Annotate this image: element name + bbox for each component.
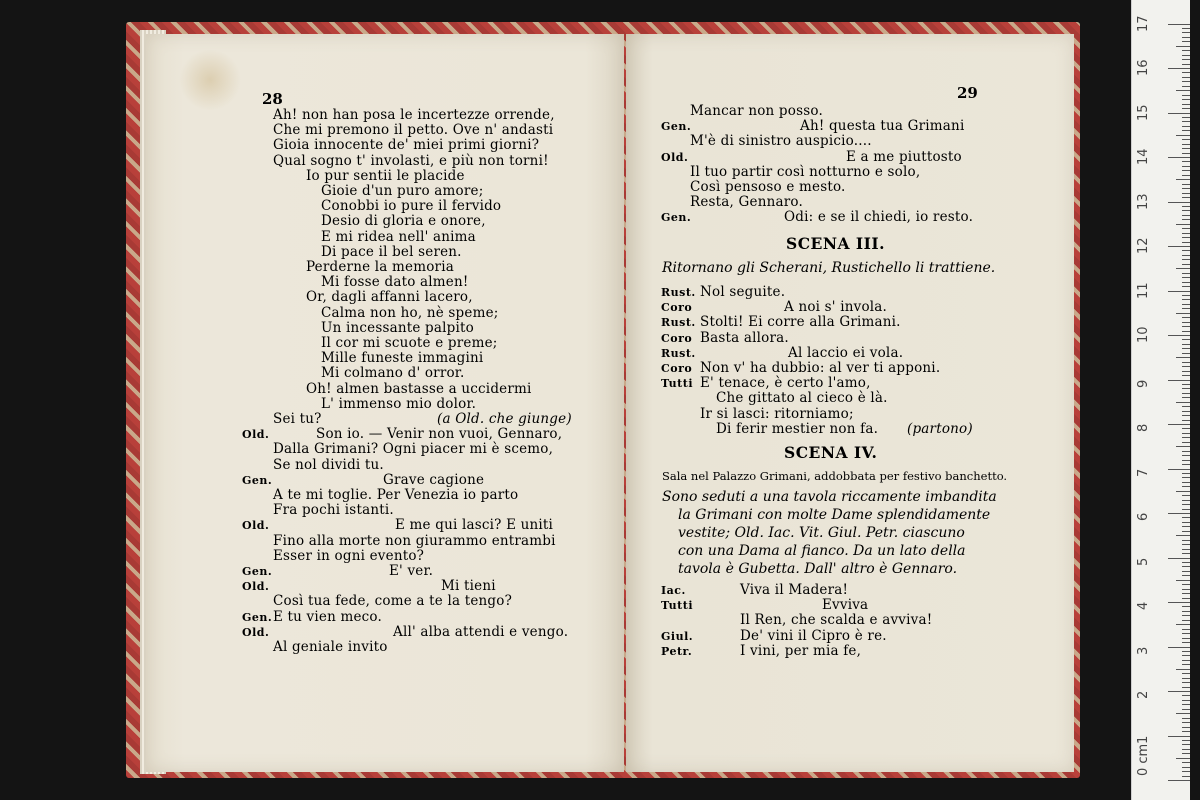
ruler-tick xyxy=(1182,629,1190,630)
ruler-tick xyxy=(1182,282,1190,283)
ruler-tick xyxy=(1182,415,1190,416)
ruler-tick xyxy=(1176,491,1190,492)
ruler-tick xyxy=(1182,700,1190,701)
ruler-tick xyxy=(1182,104,1190,105)
measuring-ruler xyxy=(1131,0,1190,800)
ruler-tick xyxy=(1168,469,1190,470)
speaker-label: Tutti xyxy=(661,599,694,613)
ruler-tick xyxy=(1168,780,1190,781)
ruler-tick xyxy=(1168,335,1190,336)
ruler-tick xyxy=(1182,277,1190,278)
ruler-tick xyxy=(1182,740,1190,741)
ruler-tick xyxy=(1176,713,1190,714)
verse-line: E' ver. xyxy=(389,563,434,579)
verse-line: Stolti! Ei corre alla Grimani. xyxy=(700,314,901,331)
verse-line: E mi ridea nell' anima xyxy=(321,228,476,245)
ruler-tick xyxy=(1182,655,1190,656)
ruler-tick xyxy=(1182,126,1190,127)
speaker-label: Old. xyxy=(242,625,270,639)
ruler-tick xyxy=(1182,509,1190,510)
ruler-tick xyxy=(1168,424,1190,425)
verse-line: Conobbi io pure il fervido xyxy=(321,198,502,215)
ruler-tick xyxy=(1182,633,1190,634)
ruler-tick xyxy=(1182,771,1190,772)
ruler-tick xyxy=(1182,406,1190,407)
ruler-tick xyxy=(1182,526,1190,527)
ruler-tick xyxy=(1176,758,1190,759)
ruler-tick xyxy=(1182,767,1190,768)
ruler-tick xyxy=(1182,348,1190,349)
verse-line: Nol seguite. xyxy=(700,284,786,300)
ruler-tick xyxy=(1182,673,1190,674)
verse-line: Evviva xyxy=(822,597,869,614)
ruler-tick xyxy=(1182,32,1190,33)
ruler-tick xyxy=(1168,380,1190,381)
ruler-tick xyxy=(1182,477,1190,478)
ruler-label: 5 xyxy=(1136,557,1151,566)
verse-line: Il tuo partir così notturno e solo, xyxy=(690,163,921,180)
ruler-tick xyxy=(1182,753,1190,754)
ruler-tick xyxy=(1182,250,1190,251)
ruler-tick xyxy=(1182,687,1190,688)
direction-line: vestite; Old. Iac. Vit. Giul. Petr. ciascuno xyxy=(678,525,965,541)
ruler-tick xyxy=(1182,388,1190,389)
ruler-tick xyxy=(1182,308,1190,309)
ruler-tick xyxy=(1182,59,1190,60)
verse-line: E a me piuttosto xyxy=(846,148,962,165)
ruler-tick xyxy=(1176,446,1190,447)
verse-line: Mancar non posso. xyxy=(690,103,823,119)
ruler-tick xyxy=(1182,651,1190,652)
ruler-tick xyxy=(1176,402,1190,403)
ruler-tick xyxy=(1182,95,1190,96)
ruler-tick xyxy=(1182,139,1190,140)
ruler-tick xyxy=(1182,678,1190,679)
verse-line: A te mi toglie. Per Venezia io parto xyxy=(273,487,519,503)
ruler-tick xyxy=(1182,299,1190,300)
ruler-tick xyxy=(1182,371,1190,372)
right-page-number: 29 xyxy=(957,84,978,102)
verse-line: Che mi premono il petto. Ove n' andasti xyxy=(273,122,554,139)
verse-line: E tu vien meco. xyxy=(273,608,383,625)
ruler-tick xyxy=(1182,184,1190,185)
ruler-tick xyxy=(1182,722,1190,723)
ruler-tick xyxy=(1182,81,1190,82)
ruler-tick xyxy=(1182,486,1190,487)
ruler-tick xyxy=(1182,744,1190,745)
verse-line: M'è di sinistro auspicio.... xyxy=(690,133,872,150)
ruler-tick xyxy=(1182,566,1190,567)
ruler-tick xyxy=(1182,99,1190,100)
ruler-tick xyxy=(1182,731,1190,732)
scene-4-title: SCENA IV. xyxy=(784,443,878,462)
ruler-tick xyxy=(1182,749,1190,750)
ruler-label: 7 xyxy=(1136,468,1151,477)
speaker-label: Old. xyxy=(242,580,270,594)
verse-line: E' tenace, è certo l'amo, xyxy=(700,375,871,392)
ruler-tick xyxy=(1182,495,1190,496)
ruler-tick xyxy=(1182,353,1190,354)
verse-line: L' immenso mio dolor. xyxy=(321,395,477,412)
speaker-label: Iac. xyxy=(661,584,686,597)
ruler-tick xyxy=(1182,55,1190,56)
ruler-tick xyxy=(1182,37,1190,38)
ruler-tick xyxy=(1168,113,1190,114)
ruler-tick xyxy=(1182,344,1190,345)
ruler-tick xyxy=(1182,237,1190,238)
ruler-tick xyxy=(1182,326,1190,327)
ruler-tick xyxy=(1182,420,1190,421)
verse-line: Non v' ha dubbio: al ver ti apponi. xyxy=(700,360,941,376)
ruler-tick xyxy=(1168,202,1190,203)
ruler-tick xyxy=(1182,121,1190,122)
ruler-tick xyxy=(1168,513,1190,514)
ruler-tick xyxy=(1168,647,1190,648)
ruler-tick xyxy=(1182,304,1190,305)
ruler-tick xyxy=(1182,77,1190,78)
verse-line: Resta, Gennaro. xyxy=(690,194,803,211)
speaker-label: Rust. xyxy=(661,346,696,360)
ruler-tick xyxy=(1182,384,1190,385)
ruler-tick xyxy=(1182,620,1190,621)
verse-line: Sei tu? xyxy=(273,411,322,427)
ruler-tick xyxy=(1182,41,1190,42)
verse-line: Al geniale invito xyxy=(273,639,388,655)
direction-line: con una Dama al fianco. Da un lato della xyxy=(678,543,966,559)
ruler-label: 0 cm xyxy=(1136,743,1151,776)
ruler-tick xyxy=(1182,144,1190,145)
ruler-tick xyxy=(1182,130,1190,131)
ruler-label: 4 xyxy=(1136,601,1151,610)
speaker-label: Coro xyxy=(661,331,693,345)
ruler-tick xyxy=(1168,558,1190,559)
ruler-label: 17 xyxy=(1136,14,1151,32)
ruler-tick xyxy=(1182,531,1190,532)
verse-line: Mi tieni xyxy=(441,578,496,595)
speaker-label: Rust. xyxy=(661,316,696,330)
verse-line: Gioia innocente de' miei primi giorni? xyxy=(273,137,540,154)
verse-line: Io pur sentii le placide xyxy=(306,167,465,184)
ruler-tick xyxy=(1182,148,1190,149)
ruler-tick xyxy=(1182,482,1190,483)
ruler-tick xyxy=(1182,362,1190,363)
verse-line: Di pace il bel seren. xyxy=(321,243,462,260)
ruler-tick xyxy=(1176,135,1190,136)
ruler-tick xyxy=(1182,50,1190,51)
ruler-tick xyxy=(1182,339,1190,340)
ruler-tick xyxy=(1182,615,1190,616)
ruler-tick xyxy=(1168,246,1190,247)
verse-line: Un incessante palpito xyxy=(321,319,474,336)
ruler-tick xyxy=(1176,580,1190,581)
ruler-tick xyxy=(1182,331,1190,332)
ruler-label: 15 xyxy=(1136,103,1151,121)
verse-line: Il cor mi scuote e preme; xyxy=(321,335,498,351)
speaker-label: Gen. xyxy=(661,211,692,225)
ruler-tick xyxy=(1176,90,1190,91)
ruler-tick xyxy=(1182,549,1190,550)
ruler-tick xyxy=(1182,727,1190,728)
ruler-tick xyxy=(1182,322,1190,323)
speaker-label: Tutti xyxy=(661,377,694,391)
verse-line: Oh! almen bastasse a uccidermi xyxy=(306,380,532,397)
verse-line: Fino alla morte non giurammo entrambi xyxy=(273,532,556,549)
ruler-label: 16 xyxy=(1136,59,1151,76)
verse-line: Mi fosse dato almen! xyxy=(321,274,469,291)
ruler-tick xyxy=(1182,193,1190,194)
ruler-tick xyxy=(1182,242,1190,243)
ruler-tick xyxy=(1182,660,1190,661)
verse-line: Dalla Grimani? Ogni piacer mi è scemo, xyxy=(273,441,554,458)
ruler-tick xyxy=(1182,517,1190,518)
ruler-tick xyxy=(1182,317,1190,318)
verse-line: Or, dagli affanni lacero, xyxy=(306,289,473,306)
ruler-tick xyxy=(1182,664,1190,665)
ruler-tick xyxy=(1168,68,1190,69)
verse-line: Grave cagione xyxy=(383,471,485,488)
ruler-tick xyxy=(1182,215,1190,216)
speaker-label: Giul. xyxy=(661,629,694,643)
ruler-tick xyxy=(1182,571,1190,572)
speaker-label: Coro xyxy=(661,362,693,375)
ruler-tick xyxy=(1182,776,1190,777)
ruler-tick xyxy=(1182,553,1190,554)
ruler-tick xyxy=(1182,259,1190,260)
ruler-tick xyxy=(1176,669,1190,670)
ruler-tick xyxy=(1182,704,1190,705)
ruler-label: 1 xyxy=(1136,735,1151,744)
ruler-tick xyxy=(1176,46,1190,47)
speaker-label: Old. xyxy=(242,519,270,533)
ruler-tick xyxy=(1182,575,1190,576)
verse-line: Desio di gloria e onore, xyxy=(321,213,486,230)
ruler-tick xyxy=(1182,762,1190,763)
ruler-tick xyxy=(1182,460,1190,461)
direction-line: Sono seduti a una tavola riccamente imbandita xyxy=(662,489,997,505)
ruler-tick xyxy=(1182,206,1190,207)
ruler-tick xyxy=(1182,366,1190,367)
stage-direction: (partono) xyxy=(907,420,973,437)
speaker-label: Old. xyxy=(242,428,270,442)
ruler-tick xyxy=(1182,295,1190,296)
stage-direction: (a Old. che giunge) xyxy=(437,411,572,427)
verse-line: Calma non ho, nè speme; xyxy=(321,304,499,321)
ruler-label: 11 xyxy=(1136,281,1151,299)
ruler-tick xyxy=(1176,179,1190,180)
ruler-label: 13 xyxy=(1136,192,1151,210)
verse-line: Mi colmano d' orror. xyxy=(321,365,465,382)
ruler-tick xyxy=(1168,157,1190,158)
speaker-label: Petr. xyxy=(661,644,693,658)
ruler-tick xyxy=(1182,219,1190,220)
verse-line: De' vini il Cipro è re. xyxy=(740,627,887,644)
verse-line: Ah! questa tua Grimani xyxy=(800,118,965,135)
ruler-tick xyxy=(1182,606,1190,607)
ruler-tick xyxy=(1182,117,1190,118)
verse-line: Al laccio ei vola. xyxy=(788,344,904,361)
ruler-label: 9 xyxy=(1136,379,1151,388)
ruler-tick xyxy=(1182,411,1190,412)
ruler-tick xyxy=(1182,170,1190,171)
verse-line: Mille funeste immagini xyxy=(321,350,484,367)
ruler-tick xyxy=(1182,611,1190,612)
speaker-label: Old. xyxy=(661,150,689,164)
ruler-tick xyxy=(1168,24,1190,25)
ruler-tick xyxy=(1176,535,1190,536)
verse-line: E me qui lasci? E uniti xyxy=(395,517,554,534)
verse-line: I vini, per mia fe, xyxy=(740,642,862,659)
ruler-tick xyxy=(1182,442,1190,443)
ruler-tick xyxy=(1182,562,1190,563)
verse-line: A noi s' invola. xyxy=(784,299,888,316)
ruler-tick xyxy=(1182,638,1190,639)
ruler-tick xyxy=(1182,197,1190,198)
ruler-tick xyxy=(1182,589,1190,590)
ruler-tick xyxy=(1168,602,1190,603)
ruler-tick xyxy=(1182,166,1190,167)
ruler-tick xyxy=(1182,437,1190,438)
ruler-tick xyxy=(1182,642,1190,643)
speaker-label: Rust. xyxy=(661,286,696,299)
ruler-tick xyxy=(1182,393,1190,394)
ruler-tick xyxy=(1182,375,1190,376)
verse-line: Il Ren, che scalda e avviva! xyxy=(740,612,933,629)
ruler-label: 2 xyxy=(1136,690,1151,699)
ruler-tick xyxy=(1182,153,1190,154)
ruler-label: 14 xyxy=(1136,148,1151,165)
verse-line: Son io. — Venir non vuoi, Gennaro, xyxy=(316,426,563,443)
verse-line: Così tua fede, come a te la tengo? xyxy=(273,593,513,610)
ruler-tick xyxy=(1182,709,1190,710)
ruler-tick xyxy=(1176,357,1190,358)
speaker-label: Gen. xyxy=(661,120,692,134)
foxing-stain xyxy=(178,50,242,110)
ruler-tick xyxy=(1182,161,1190,162)
scene-4-setting: Sala nel Palazzo Grimani, addobbata per festivo banchetto. xyxy=(662,469,1008,483)
ruler-tick xyxy=(1168,691,1190,692)
ruler-tick xyxy=(1182,473,1190,474)
direction-line: tavola è Gubetta. Dall' altro è Gennaro. xyxy=(678,561,958,577)
ruler-tick xyxy=(1182,273,1190,274)
ruler-tick xyxy=(1176,268,1190,269)
direction-line: la Grimani con molte Dame splendidamente xyxy=(678,507,991,523)
verse-line: Qual sogno t' involasti, e più non torni! xyxy=(273,152,549,169)
verse-line: Odi: e se il chiedi, io resto. xyxy=(784,209,974,226)
ruler-tick xyxy=(1176,224,1190,225)
ruler-tick xyxy=(1182,718,1190,719)
ruler-tick xyxy=(1182,108,1190,109)
ruler-tick xyxy=(1182,695,1190,696)
left-page-number: 28 xyxy=(262,90,283,108)
verse-line: Fra pochi istanti. xyxy=(273,502,394,519)
ruler-label: 8 xyxy=(1136,423,1151,432)
verse-line: Ir si lasci: ritorniamo; xyxy=(700,405,854,422)
ruler-tick xyxy=(1182,188,1190,189)
scene-3-direction: Ritornano gli Scherani, Rustichello li trattiene. xyxy=(662,260,996,276)
ruler-tick xyxy=(1182,28,1190,29)
ruler-tick xyxy=(1182,86,1190,87)
ruler-tick xyxy=(1182,504,1190,505)
ruler-tick xyxy=(1168,736,1190,737)
ruler-label: 10 xyxy=(1136,326,1151,343)
speaker-label: Gen. xyxy=(242,610,273,624)
speaker-label: Gen. xyxy=(242,473,273,487)
scene-3-title: SCENA III. xyxy=(786,234,886,253)
ruler-tick xyxy=(1182,433,1190,434)
ruler-tick xyxy=(1182,210,1190,211)
ruler-tick xyxy=(1176,624,1190,625)
ruler-tick xyxy=(1182,228,1190,229)
verse-line: Di ferir mestier non fa. xyxy=(716,420,879,437)
ruler-tick xyxy=(1182,175,1190,176)
verse-line: Viva il Madera! xyxy=(740,582,849,598)
verse-line: Esser in ogni evento? xyxy=(273,547,425,564)
ruler-tick xyxy=(1182,455,1190,456)
verse-line: Così pensoso e mesto. xyxy=(690,179,846,195)
verse-line: Ah! non han posa le incertezze orrende, xyxy=(273,107,555,123)
ruler-tick xyxy=(1182,64,1190,65)
ruler-tick xyxy=(1182,540,1190,541)
speaker-label: Gen. xyxy=(242,565,273,578)
ruler-label: 3 xyxy=(1136,646,1151,655)
ruler-tick xyxy=(1182,682,1190,683)
ruler-tick xyxy=(1182,255,1190,256)
ruler-tick xyxy=(1182,584,1190,585)
ruler-tick xyxy=(1168,291,1190,292)
verse-line: Perderne la memoria xyxy=(306,259,454,275)
ruler-tick xyxy=(1182,451,1190,452)
verse-line: Che gittato al cieco è là. xyxy=(716,390,888,407)
speaker-label: Coro xyxy=(661,301,693,315)
verse-line: All' alba attendi e vengo. xyxy=(393,623,569,640)
ruler-tick xyxy=(1182,397,1190,398)
ruler-tick xyxy=(1182,598,1190,599)
verse-line: Basta allora. xyxy=(700,329,789,346)
ruler-tick xyxy=(1182,464,1190,465)
ruler-tick xyxy=(1182,428,1190,429)
verse-line: Gioie d'un puro amore; xyxy=(321,183,484,199)
ruler-tick xyxy=(1182,264,1190,265)
ruler-tick xyxy=(1182,522,1190,523)
ruler-tick xyxy=(1182,593,1190,594)
ruler-tick xyxy=(1182,544,1190,545)
ruler-tick xyxy=(1176,313,1190,314)
ruler-label: 12 xyxy=(1136,237,1151,254)
ruler-tick xyxy=(1182,233,1190,234)
ruler-tick xyxy=(1182,500,1190,501)
ruler-tick xyxy=(1182,72,1190,73)
ruler-label: 6 xyxy=(1136,512,1151,521)
verse-line: Se nol dividi tu. xyxy=(273,456,384,473)
ruler-tick xyxy=(1182,286,1190,287)
